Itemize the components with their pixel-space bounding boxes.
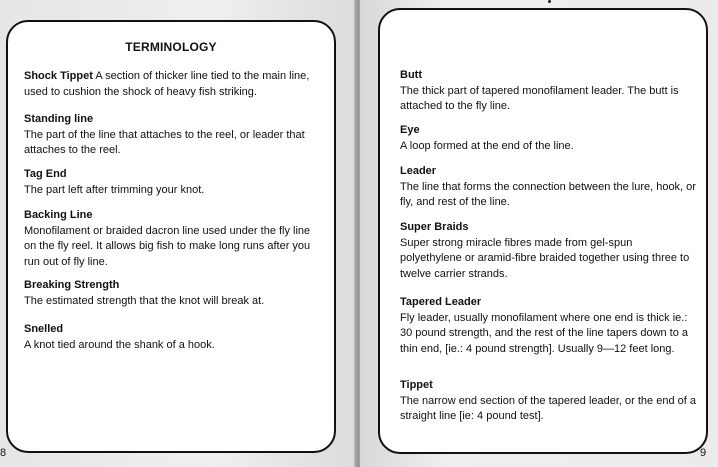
glossary-entry-super-braids	[400, 220, 696, 282]
glossary-entry-tapered-leader	[400, 295, 696, 357]
glossary-term: Butt	[400, 69, 422, 81]
glossary-definition: A section of thicker line tied to the main line, used to cushion the shock of heavy fish striking.	[24, 70, 310, 98]
glossary-definition: The estimated strength that the knot will break at.	[24, 294, 265, 307]
glossary-definition: The thick part of tapered monofilament leader. The butt is attached to the fly line.	[400, 84, 679, 112]
glossary-definition: Super strong miracle fibres made from gel-spun polyethylene or aramid-fibre braided together using three to twelve carrier strands.	[400, 236, 690, 280]
glossary-entry-shock-tippet	[24, 69, 324, 100]
glossary-term: Tippet	[400, 379, 433, 391]
glossary-term: Shock Tippet	[24, 70, 93, 82]
glossary-definition: The narrow end section of the tapered leader, or the end of a straight line [ie: 4 pound test].	[400, 394, 696, 422]
glossary-definition: A loop formed at the end of the line.	[400, 139, 574, 152]
glossary-definition: The part of the line that attaches to the reel, or leader that attaches to the reel.	[24, 128, 305, 156]
glossary-entry-leader	[400, 164, 696, 211]
glossary-definition: Fly leader, usually monofilament where one end is thick ie.: 30 pound strength, and the rest of the line tapers down to a thin end, [ie.: 4 pound strength]. Usually 9—12 feet long.	[400, 311, 689, 355]
glossary-term: Eye	[400, 124, 420, 136]
glossary-entry-tag-end	[24, 167, 324, 198]
page-number-left: 8	[0, 447, 7, 459]
terminology-panel-right	[378, 8, 708, 454]
left-page	[0, 0, 356, 467]
terminology-panel-left	[6, 20, 336, 453]
glossary-term: Breaking Strength	[24, 279, 120, 291]
glossary-definition: Monofilament or braided dacron line used under the fly line on the fly reel. It allows big fish to make long runs after you run out of fly line.	[24, 224, 311, 268]
glossary-term: Snelled	[24, 323, 64, 335]
page-number-right: 9	[700, 447, 707, 459]
glossary-definition: A knot tied around the shank of a hook.	[24, 338, 215, 351]
glossary-term: Backing Line	[24, 209, 93, 221]
glossary-entry-standing-line	[24, 112, 324, 159]
glossary-term: Tapered Leader	[400, 296, 482, 308]
glossary-definition: The part left after trimming your knot.	[24, 183, 205, 196]
glossary-entry-tippet	[400, 378, 696, 425]
glossary-entry-snelled	[24, 322, 324, 353]
terminology-heading: TERMINOLOGY	[125, 40, 217, 54]
glossary-entry-eye	[400, 123, 696, 154]
glossary-term: Leader	[400, 165, 437, 177]
glossary-entry-breaking-strength	[24, 278, 324, 309]
glossary-term: Standing line	[24, 113, 94, 125]
glossary-entry-butt	[400, 68, 696, 115]
print-mark	[548, 0, 551, 3]
glossary-term: Tag End	[24, 168, 67, 180]
glossary-entry-backing-line	[24, 208, 324, 270]
glossary-term: Super Braids	[400, 221, 469, 233]
glossary-definition: The line that forms the connection between the lure, hook, or fly, and rest of the line.	[400, 180, 696, 208]
